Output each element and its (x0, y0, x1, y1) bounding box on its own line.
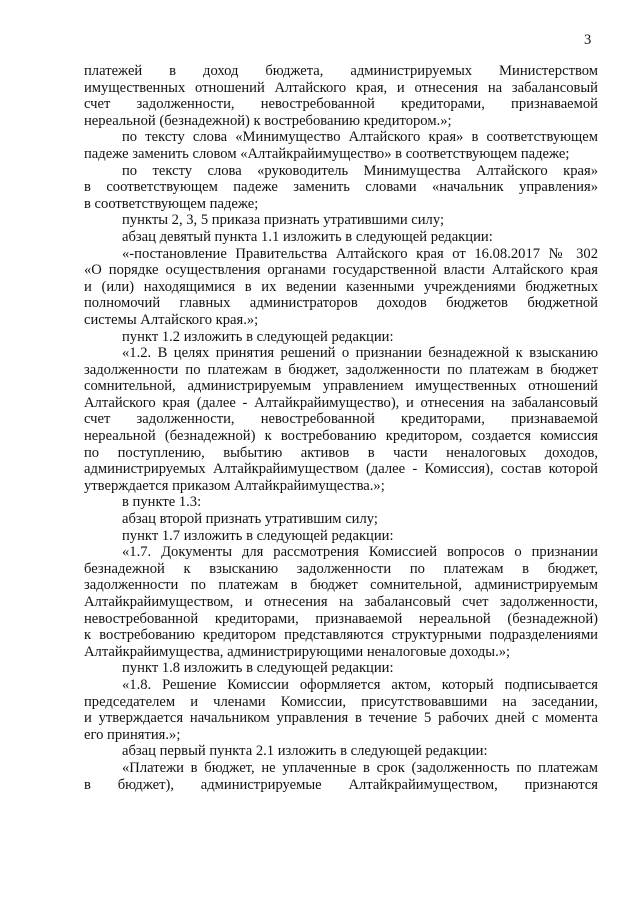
text-line: платежей в доход бюджета, администрируемых Министерством (84, 63, 598, 79)
text-line: нереальной (безнадежной) к востребованию кредитором.»; (84, 112, 452, 129)
text-line: в бюджет), администрируемые Алтайкрайимуществом, признаются (84, 776, 598, 793)
text-line: Алтайкрайимущества, администрирующими неналоговые доходы.»; (84, 643, 511, 660)
document-body (84, 63, 598, 793)
text-line: пункт 1.2 изложить в следующей редакции: (122, 328, 394, 345)
text-line: его принятия.»; (84, 726, 181, 743)
text-line: председателем и членами Комиссии, присутствовавшими на заседании, (84, 693, 598, 710)
text-line: по тексту слова «руководитель Минимущества Алтайского края» (122, 162, 598, 179)
text-line: «-постановление Правительства Алтайского края от 16.08.2017 № 302 (122, 245, 598, 262)
text-line: администрируемых Алтайкрайимуществом (далее - Комиссия), состав которой (84, 461, 598, 478)
text-line: безнадежной к взысканию задолженности по платежам в бюджет, (84, 560, 598, 577)
text-line: «О порядке осуществления органами государственной власти Алтайского края (84, 262, 598, 279)
text-line: имущественных отношений Алтайского края, и отнесения на забалансовый (84, 79, 598, 96)
text-line: «Платежи в бюджет, не уплаченные в срок (задолженность по платежам (122, 759, 598, 776)
text-line: задолженности по платежам в бюджет сомнительной, администрируемым (84, 577, 598, 594)
text-line: в соответствующем падеже заменить словами «начальник управления» (84, 179, 598, 196)
text-line: падеже заменить словом «Алтайкрайимущество» в соответствующем падеже; (84, 145, 570, 162)
text-line: Алтайкрайимуществом, и отнесения на забалансовый счет задолженности, (84, 594, 598, 610)
text-line: «1.8. Решение Комиссии оформляется актом, который подписывается (122, 676, 598, 693)
text-line: невостребованной кредиторами, признаваемой нереальной (безнадежной) (84, 610, 598, 627)
text-line: системы Алтайского края.»; (84, 311, 259, 328)
text-line: пункт 1.8 изложить в следующей редакции: (122, 660, 394, 677)
text-line: счет задолженности, невостребованной кредиторами, признаваемой (84, 96, 598, 113)
text-line: в пункте 1.3: (122, 494, 202, 511)
text-line: Алтайского края (далее - Алтайкрайимущество), и отнесения на забалансовый (84, 394, 598, 411)
text-line: в соответствующем падеже; (84, 195, 259, 212)
text-line: «1.7. Документы для рассмотрения Комиссией вопросов о признании (122, 544, 598, 561)
text-line: абзац девятый пункта 1.1 изложить в следующей редакции: (122, 228, 493, 245)
text-line: и утверждается начальником управления в течение 5 рабочих дней с момента (84, 710, 598, 727)
text-line: нереальной (безнадежной) к востребованию кредитором, создается комиссия (84, 428, 598, 445)
text-line: к востребованию кредитором представляются структурными подразделениями (84, 627, 598, 644)
text-line: по тексту слова «Минимущество Алтайского края» в соответствующем (122, 129, 598, 146)
page-number: 3 (584, 32, 592, 48)
text-line: по поступлению, выбытию активов в части неналоговых доходов, (84, 444, 598, 461)
text-line: абзац первый пункта 2.1 изложить в следующей редакции: (122, 743, 488, 760)
text-line: пункт 1.7 изложить в следующей редакции: (122, 527, 394, 544)
text-line: счет задолженности, невостребованной кредиторами, признаваемой (84, 411, 598, 428)
text-line: задолженности по платежам в бюджет, задолженности по платежам в бюджет (84, 361, 598, 378)
text-line: утверждается приказом Алтайкрайимущества.»; (84, 477, 385, 494)
text-line: и (или) находящимися в их ведении казенными учреждениями бюджетных (84, 278, 598, 295)
text-line: сомнительной, администрируемым управлением имущественных отношений (84, 378, 598, 395)
text-line: «1.2. В целях принятия решений о признании безнадежной к взысканию (122, 345, 598, 362)
text-line: абзац второй признать утратившим силу; (122, 511, 378, 528)
text-line: полномочий главных администраторов доходов бюджетов бюджетной (84, 295, 598, 312)
text-line: пункты 2, 3, 5 приказа признать утратившими силу; (122, 212, 445, 229)
